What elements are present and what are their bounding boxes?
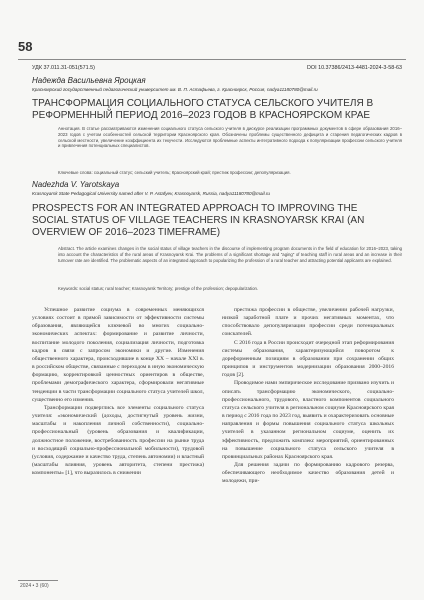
udc-code: УДК 37.011.31-051(571.5): [32, 65, 95, 71]
issue-footer: 2024 • 3 (60): [20, 583, 49, 589]
doi: DOI 10.37386/2413-4481-2024-3-58-63: [306, 65, 402, 71]
article-meta: [32, 65, 402, 71]
author-name-en: Nadezhda V. Yarotskaya: [32, 180, 120, 189]
body-column-left: [32, 306, 204, 477]
body-column-right: [222, 306, 394, 485]
author-name-ru: Надежда Васильевна Яроцкая: [32, 76, 146, 85]
footer-divider: [18, 580, 58, 581]
keywords-en: Keywords: social status; rural teacher; Krasnoyarsk Territory; prestige of the profession; depopularization.: [58, 286, 259, 291]
affiliation-en: Krasnoyarsk State Pedagogical University named after V. P. Astafyev, Krasnoyarsk, Russia, nadya11180780@mail.ru: [32, 191, 270, 196]
keywords-ru: Ключевые слова: социальный статус; сельский учитель; Красноярский край; престиж профессии; депопуляризация.: [58, 170, 291, 175]
abstract-en: Abstract. The article examines changes in the social status of village teachers in the discourse of implementing program documents in the field of education for 2016–2023, taking into account the characteristics of the rural areas of Krasnoyarsk Krai. The problems of a significant shortage and “aging” of teaching staff in rural areas and an increase in their turnover rate are identified. The problematic aspects of an integrated approach to popularizing the profession of a rural teacher and attracting potential applicants are explained.: [58, 246, 402, 263]
body-paragraph: Успешное развитие социума в современных меняющихся условиях состоит в прямой зависимости от эффективности системы образования, являющейся ключевой во многих социально-экономических аспектах: формирование и развитие личности, воспитание молодого поколения, социализация личности, подготовка кадров в связи с запросом экономики и другие. Изменения общественного характера, происходившие в конце XX – начале XXI в. в российском обществе, связанные с переходом в иную экономическую формацию, корректировкой ценностных ориентиров в обществе, проблемами демографического характера, сформировали негативные тенденции в части трансформации социального статуса учителей школ, существенно его изменив.: [32, 307, 204, 403]
article-title-en: PROSPECTS FOR AN INTEGRATED APPROACH TO IMPROVING THE SOCIAL STATUS OF VILLAGE TEACHERS IN KRASNOYARSK KRAI (AN OVERVIEW OF 2016–2023 TIMEFRAME): [32, 203, 365, 238]
body-paragraph: престижа профессии в обществе, увеличении рабочей нагрузки, низкой заработной плате и прочих негативных моментах, что способствовало депопуляризации профессии среди потенциальных соискателей.: [222, 307, 394, 338]
body-paragraph: Трансформации подверглись все элементы социального статуса учителя: «экономический (доходы, достигнутый уровень жизни, масштабы и накопления личной собственности), социально-профессиональный (уровень образования и квалификации, должностное положение, востребованность профессии на рынке труда и восходящий социально-профессиональной мобильности), трудовой (условия, содержание и качество труда, степень автономии) и властный (масштабы влияния, уровень авторитета, степени престижа) компоненты» [1], что выразилось в снижении: [32, 404, 204, 477]
abstract-ru: Аннотация. В статье рассматриваются изменения социального статуса сельского учителя в дискурсе реализации программных документов в сфере образования 2016–2023 годов с учетом особенностей сельской территории Красноярского края. Обозначены проблемы существенного дефицита и старения педагогических кадров в сельской местности, увеличение коэффициента их текучести. Исследуются проблемные аспекты интегративного подхода к популяризации профессии сельского учителя и привлечения потенциальных специалистов.: [58, 126, 402, 149]
article-title-ru: ТРАНСФОРМАЦИЯ СОЦИАЛЬНОГО СТАТУСА СЕЛЬСКОГО УЧИТЕЛЯ В РЕФОРМЕННЫЙ ПЕРИОД 2016–2023 ГОДОВ В КРАСНОЯРСКОМ КРАЕ: [32, 98, 374, 121]
header-divider: [18, 59, 406, 60]
body-paragraph: Проводимое нами эмпирическое исследование призвано изучить и описать трансформацию экономического, социально-профессионального, трудового, властного компонентов социального статуса сельского учителя в региональном социуме Красноярского края в период с 2016 года по 2023 год, выявить и охарактеризовать основные направления и формы повышения социального статуса школьных учителей в указанном региональном социуме, оценить их эффективность, предложить комплекс мероприятий, ориентированных на повышение социального статуса сельского учителя в провинциальных районах Красноярского края.: [222, 380, 394, 460]
page-number: 58: [18, 39, 33, 54]
affiliation-ru: Красноярский государственный педагогический университет им. В. П. Астафьева, г. Красноярск, Россия, nadya11180780@mail.ru: [32, 87, 318, 92]
body-paragraph: Для решения задачи по формированию кадрового резерва, обеспечивающего необходимое качество образования детей и молодежи, при-: [222, 461, 394, 485]
body-paragraph: С 2016 года в России происходит очередной этап реформирования системы образования, характеризующийся поворотом к дореформенным позициям в образовании при сохранении общих принципов и инструментов модернизации образования 2000–2016 годов [2].: [222, 339, 394, 379]
